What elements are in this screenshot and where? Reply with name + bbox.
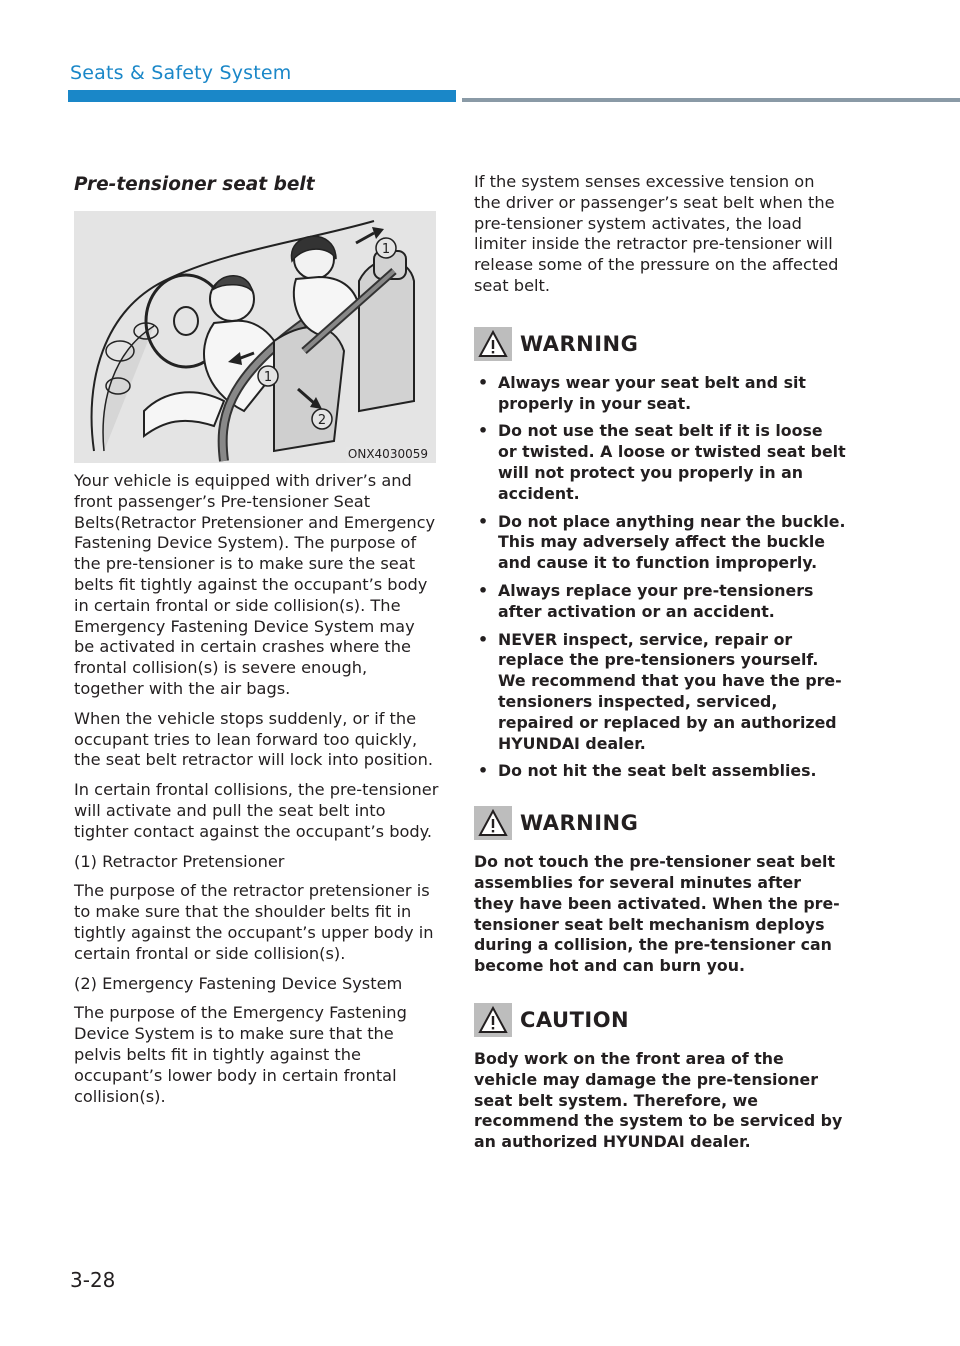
warning-item: • NEVER inspect, service, repair or replace the pre-tensioners yourself. We recommend that you have the pre-tensioners inspected, serviced, repaired or replaced by an authorized HYUNDAI dealer.	[474, 630, 846, 755]
section-heading: Pre-tensioner seat belt	[74, 174, 315, 195]
warning-item: • Do not use the seat belt if it is loose or twisted. A loose or twisted seat belt will not protect you properly in an accident.	[474, 421, 846, 504]
callout-1-lower: 1	[263, 370, 273, 385]
warning-icon	[474, 806, 512, 840]
caution-title: CAUTION	[520, 1007, 630, 1032]
paragraph-efd: The purpose of the Emergency Fastening Device System is to make sure that the pelvis belts fit in tightly against the occupant’s lower body in certain frontal collision(s).	[74, 1003, 407, 1106]
caution-icon	[474, 1003, 512, 1037]
page-number: 3-28	[70, 1268, 116, 1292]
left-column	[74, 170, 440, 1116]
caution-box	[474, 1003, 846, 1153]
warning-box-1	[474, 327, 846, 782]
paragraph-frontal: In certain frontal collisions, the pre-tensioner will activate and pull the seat belt into tighter contact against the occupant’s body.	[74, 780, 439, 841]
warning-item: • Do not place anything near the buckle. This may adversely affect the buckle and cause it to function improperly.	[474, 512, 846, 574]
paragraph-intro: Your vehicle is equipped with driver’s and front passenger’s Pre-tensioner Seat Belts(Retractor Pretensioner and Emergency Fastening Device System). The purpose of the pre-tensioner is to make sure the seat belts fit tightly against the occupant’s body in certain frontal or side collision(s). The Emergency Fastening Device System may be activated in certain crashes where the frontal collision(s) is severe enough, together with the air bags.	[74, 471, 436, 698]
warning-box-2	[474, 806, 846, 977]
warning-item: • Do not hit the seat belt assemblies.	[474, 761, 846, 782]
subheading-efd: (2) Emergency Fastening Device System	[74, 973, 403, 993]
warning-icon	[474, 327, 512, 361]
paragraph-lock: When the vehicle stops suddenly, or if the occupant tries to lean forward too quickly, the seat belt retractor will lock into position.	[74, 708, 433, 770]
paragraph-load-limiter: If the system senses excessive tension on the driver or passenger’s seat belt when the pre-tensioner system activates, the load limiter inside the retractor pre-tensioner will release some of the pressure on the affected seat belt.	[474, 172, 839, 295]
figure-code: ONX4030059	[347, 447, 428, 461]
caution-text: Body work on the front area of the vehicle may damage the pre-tensioner seat belt system. Therefore, we recommend the system to be serviced by an authorized HYUNDAI dealer.	[474, 1048, 843, 1152]
right-column	[474, 172, 846, 1153]
warning-item: • Always wear your seat belt and sit properly in your seat.	[474, 373, 846, 415]
warning-item: • Always replace your pre-tensioners after activation or an accident.	[474, 581, 846, 623]
section-title: Seats & Safety System	[70, 62, 292, 84]
illustration-drawing	[74, 211, 436, 463]
callout-2: 2	[317, 413, 327, 428]
warning-title: WARNING	[520, 331, 639, 356]
subheading-retractor: (1) Retractor Pretensioner	[74, 851, 285, 871]
header-divider	[462, 98, 960, 102]
callout-1-upper: 1	[381, 242, 391, 257]
pretensioner-illustration	[74, 211, 436, 463]
header-accent-bar	[68, 90, 456, 102]
warning-text: Do not touch the pre-tensioner seat belt assemblies for several minutes after they have been activated. When the pre-tensioner seat belt mechanism deploys during a collision, the pre-tensioner can become hot and can burn you.	[474, 852, 840, 976]
warning-title: WARNING	[520, 811, 639, 836]
paragraph-retractor: The purpose of the retractor pretensioner is to make sure that the shoulder belts fit in tightly against the occupant’s upper body in certain frontal or side collision(s).	[74, 881, 434, 963]
